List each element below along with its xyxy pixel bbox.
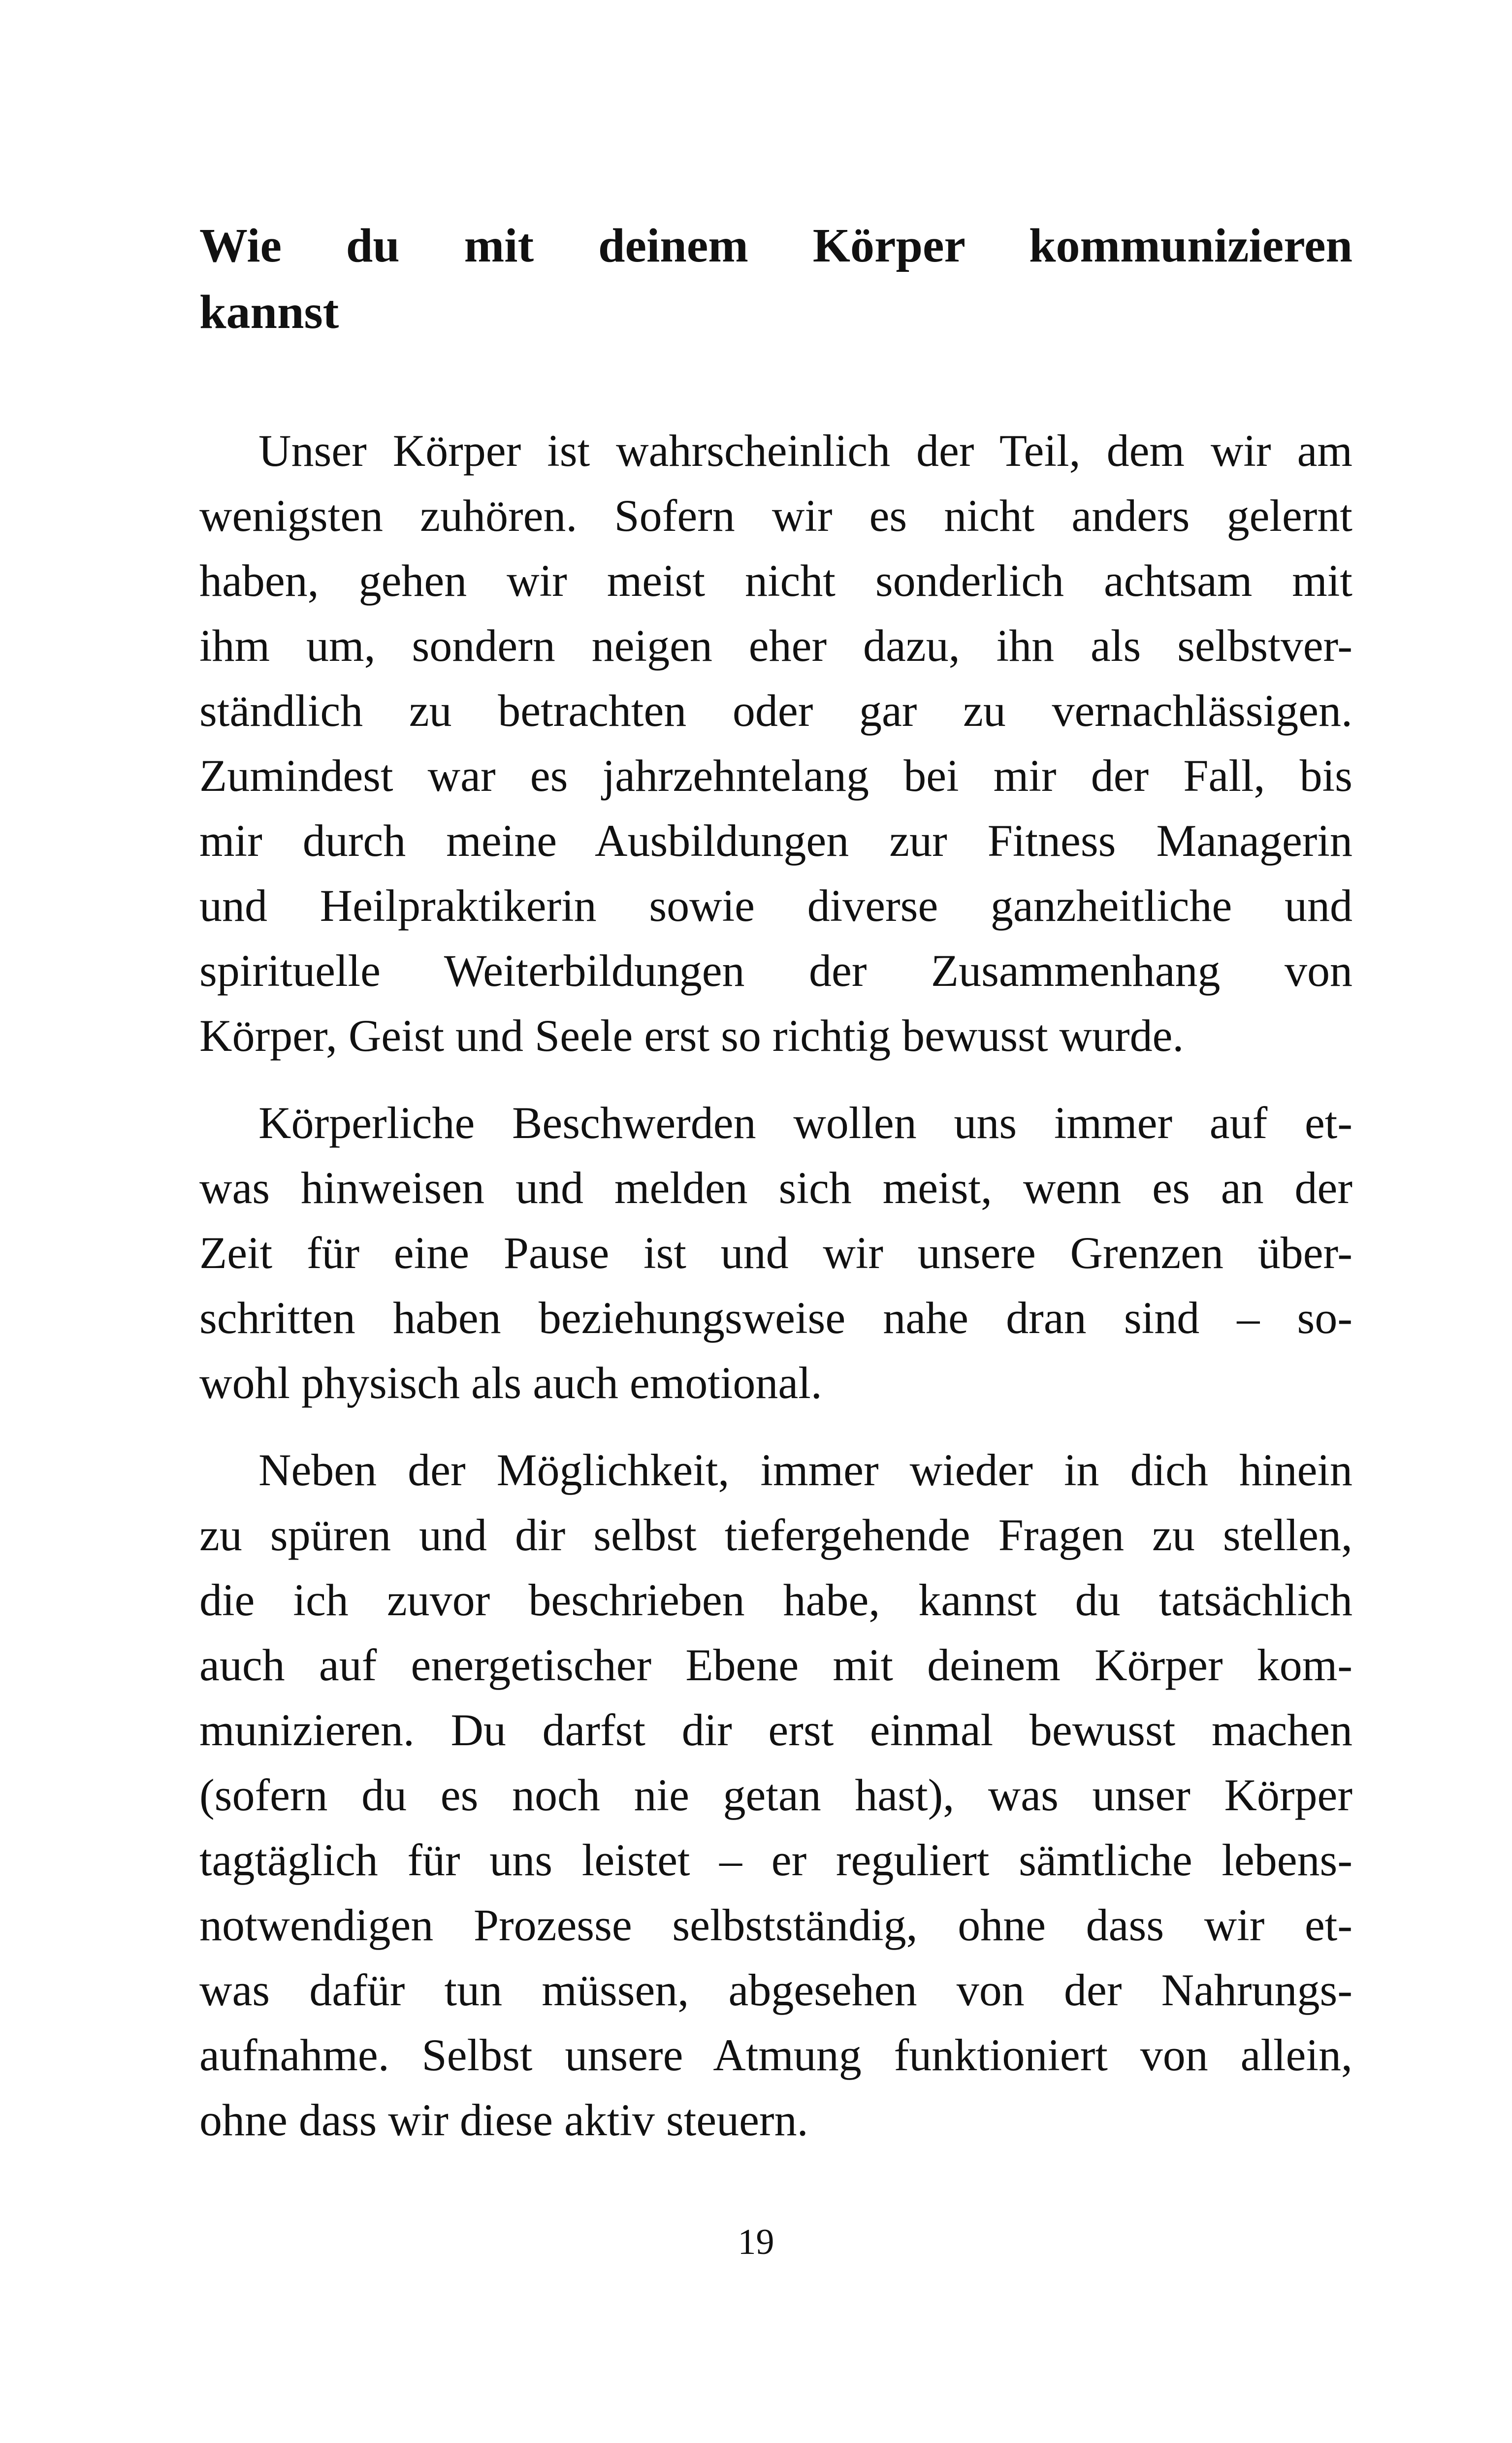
text-line: wenigsten zuhören. Sofern wir es nicht anders gelernt — [199, 490, 1352, 541]
paragraph-1 — [199, 418, 1352, 1068]
text-line: ohne dass wir diese aktiv steuern. — [199, 2095, 808, 2145]
heading-line: kannst — [199, 286, 339, 339]
paragraph-3 — [199, 1437, 1352, 2152]
text-line: (sofern du es noch nie getan hast), was unser Körper — [199, 1770, 1352, 1820]
chapter-heading — [199, 213, 1352, 346]
text-line: mir durch meine Ausbildungen zur Fitness Managerin — [199, 815, 1352, 866]
text-line: Zeit für eine Pause ist und wir unsere Grenzen über- — [199, 1228, 1352, 1278]
text-line: wohl physisch als auch emotional. — [199, 1358, 822, 1408]
text-line: zu spüren und dir selbst tiefergehende Fragen zu stellen, — [199, 1510, 1352, 1560]
paragraph-2 — [199, 1090, 1352, 1415]
text-line: haben, gehen wir meist nicht sonderlich achtsam mit — [199, 555, 1352, 606]
text-line: Unser Körper ist wahrscheinlich der Teil, dem wir am — [258, 425, 1352, 476]
text-line: spirituelle Weiterbildungen der Zusammenhang von — [199, 945, 1352, 996]
text-line: Neben der Möglichkeit, immer wieder in dich hinein — [258, 1445, 1352, 1495]
text-line: was hinweisen und melden sich meist, wenn es an der — [199, 1163, 1352, 1213]
text-line: die ich zuvor beschrieben habe, kannst du tatsächlich — [199, 1575, 1352, 1625]
text-line: und Heilpraktikerin sowie diverse ganzheitliche und — [199, 880, 1352, 931]
text-block — [199, 213, 1352, 2152]
text-line: Zumindest war es jahrzehntelang bei mir der Fall, bis — [199, 750, 1352, 801]
heading-line: Wie du mit deinem Körper kommunizieren — [199, 219, 1352, 272]
text-line: munizieren. Du darfst dir erst einmal bewusst machen — [199, 1705, 1352, 1755]
text-line: ständlich zu betrachten oder gar zu vernachlässigen. — [199, 685, 1352, 736]
text-line: Körperliche Beschwerden wollen uns immer auf et- — [258, 1098, 1352, 1148]
text-line: Körper, Geist und Seele erst so richtig bewusst wurde. — [199, 1010, 1184, 1061]
text-line: was dafür tun müssen, abgesehen von der Nahrungs- — [199, 1965, 1352, 2015]
text-line: aufnahme. Selbst unsere Atmung funktioniert von allein, — [199, 2030, 1352, 2080]
page-number: 19 — [738, 2222, 774, 2262]
text-line: auch auf energetischer Ebene mit deinem Körper kom- — [199, 1640, 1352, 1690]
text-line: schritten haben beziehungsweise nahe dran sind – so- — [199, 1293, 1352, 1343]
text-line: ihm um, sondern neigen eher dazu, ihn als selbstver- — [199, 620, 1352, 671]
text-line: notwendigen Prozesse selbstständig, ohne dass wir et- — [199, 1900, 1352, 1950]
text-line: tagtäglich für uns leistet – er reguliert sämtliche lebens- — [199, 1835, 1352, 1885]
